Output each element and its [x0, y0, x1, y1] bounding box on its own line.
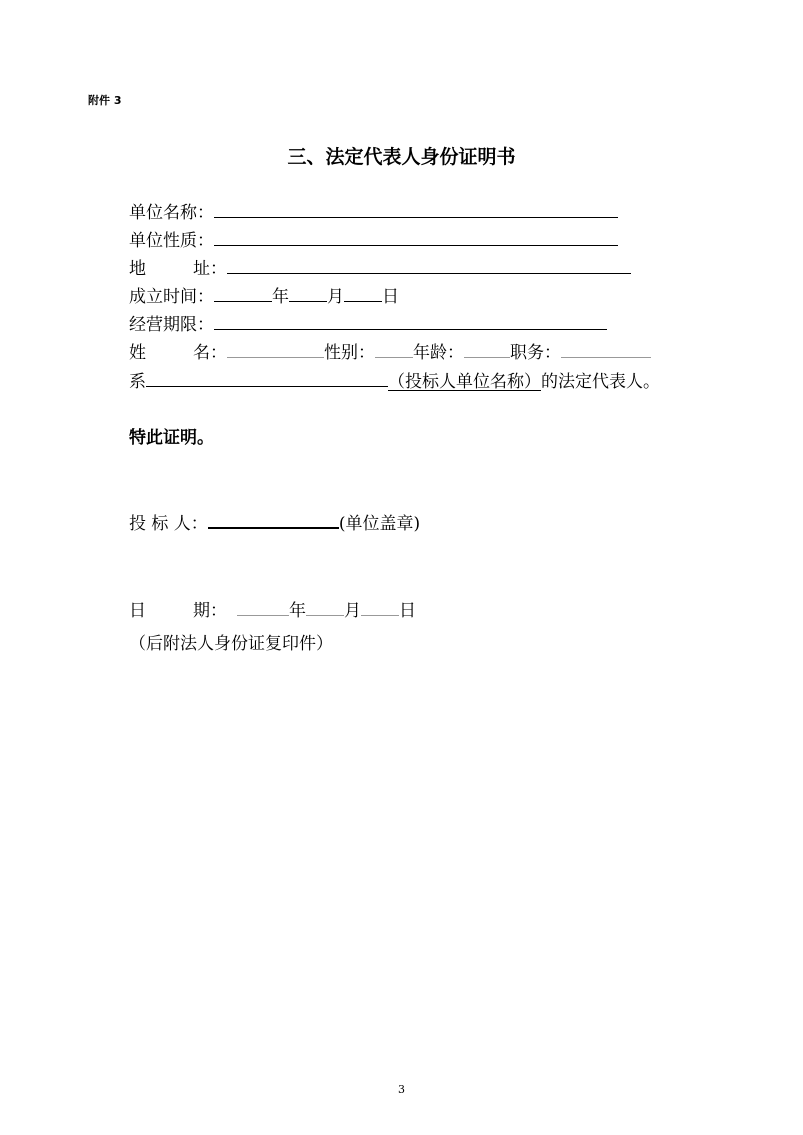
statement-prefix: 系 [129, 372, 146, 392]
gender-blank[interactable] [375, 339, 413, 358]
field-established [129, 283, 399, 309]
established-month-label: 月 [327, 287, 344, 307]
bidder-seal-note: (单位盖章) [338, 514, 421, 534]
unit-nature-blank[interactable] [214, 227, 618, 246]
date-label-b: 期： [193, 601, 227, 621]
unit-name-label: 单位名称： [129, 203, 214, 223]
address-label-a: 地 [129, 259, 146, 279]
date-year-label: 年 [289, 601, 306, 621]
business-term-label: 经营期限： [129, 315, 214, 335]
position-label: 职务： [510, 343, 561, 363]
field-date [129, 597, 416, 623]
field-address [129, 255, 631, 281]
established-year-blank[interactable] [214, 283, 272, 302]
bidder-name-hint: （投标人单位名称） [388, 372, 541, 392]
established-label: 成立时间： [129, 287, 214, 307]
position-blank[interactable] [561, 339, 651, 358]
date-day-label: 日 [399, 601, 416, 621]
page-number: 3 [398, 1083, 405, 1096]
name-label-b: 名： [193, 343, 227, 363]
date-day-blank[interactable] [361, 597, 399, 616]
date-label-a: 日 [129, 601, 146, 621]
date-year-blank[interactable] [237, 597, 289, 616]
field-unit-name [129, 199, 618, 225]
annex-label: 附件 3 [88, 94, 122, 107]
document-title: 三、法定代表人身份证明书 [287, 146, 516, 168]
bidder-name-blank[interactable] [146, 368, 388, 387]
name-blank[interactable] [227, 339, 324, 358]
address-blank[interactable] [227, 255, 631, 274]
date-month-label: 月 [344, 601, 361, 621]
established-day-label: 日 [382, 287, 399, 307]
legal-rep-statement [129, 368, 660, 394]
established-month-blank[interactable] [289, 283, 327, 302]
established-day-blank[interactable] [344, 283, 382, 302]
certify-text: 特此证明。 [129, 428, 214, 448]
date-month-blank[interactable] [306, 597, 344, 616]
name-label-a: 姓 [129, 343, 146, 363]
statement-suffix: 的法定代表人。 [541, 372, 660, 392]
gender-label: 性别： [324, 343, 375, 363]
established-year-label: 年 [272, 287, 289, 307]
field-person-info [129, 339, 651, 365]
address-label-b: 址： [193, 259, 227, 279]
age-label: 年龄： [413, 343, 464, 363]
field-business-term [129, 311, 607, 337]
bidder-blank[interactable] [208, 509, 339, 529]
field-unit-nature [129, 227, 618, 253]
attachment-note: （后附法人身份证复印件） [129, 634, 333, 654]
business-term-blank[interactable] [214, 311, 607, 330]
bidder-label: 投 标 人： [129, 514, 208, 534]
age-blank[interactable] [464, 339, 510, 358]
field-bidder [129, 509, 420, 535]
unit-name-blank[interactable] [214, 199, 618, 218]
unit-nature-label: 单位性质： [129, 231, 214, 251]
